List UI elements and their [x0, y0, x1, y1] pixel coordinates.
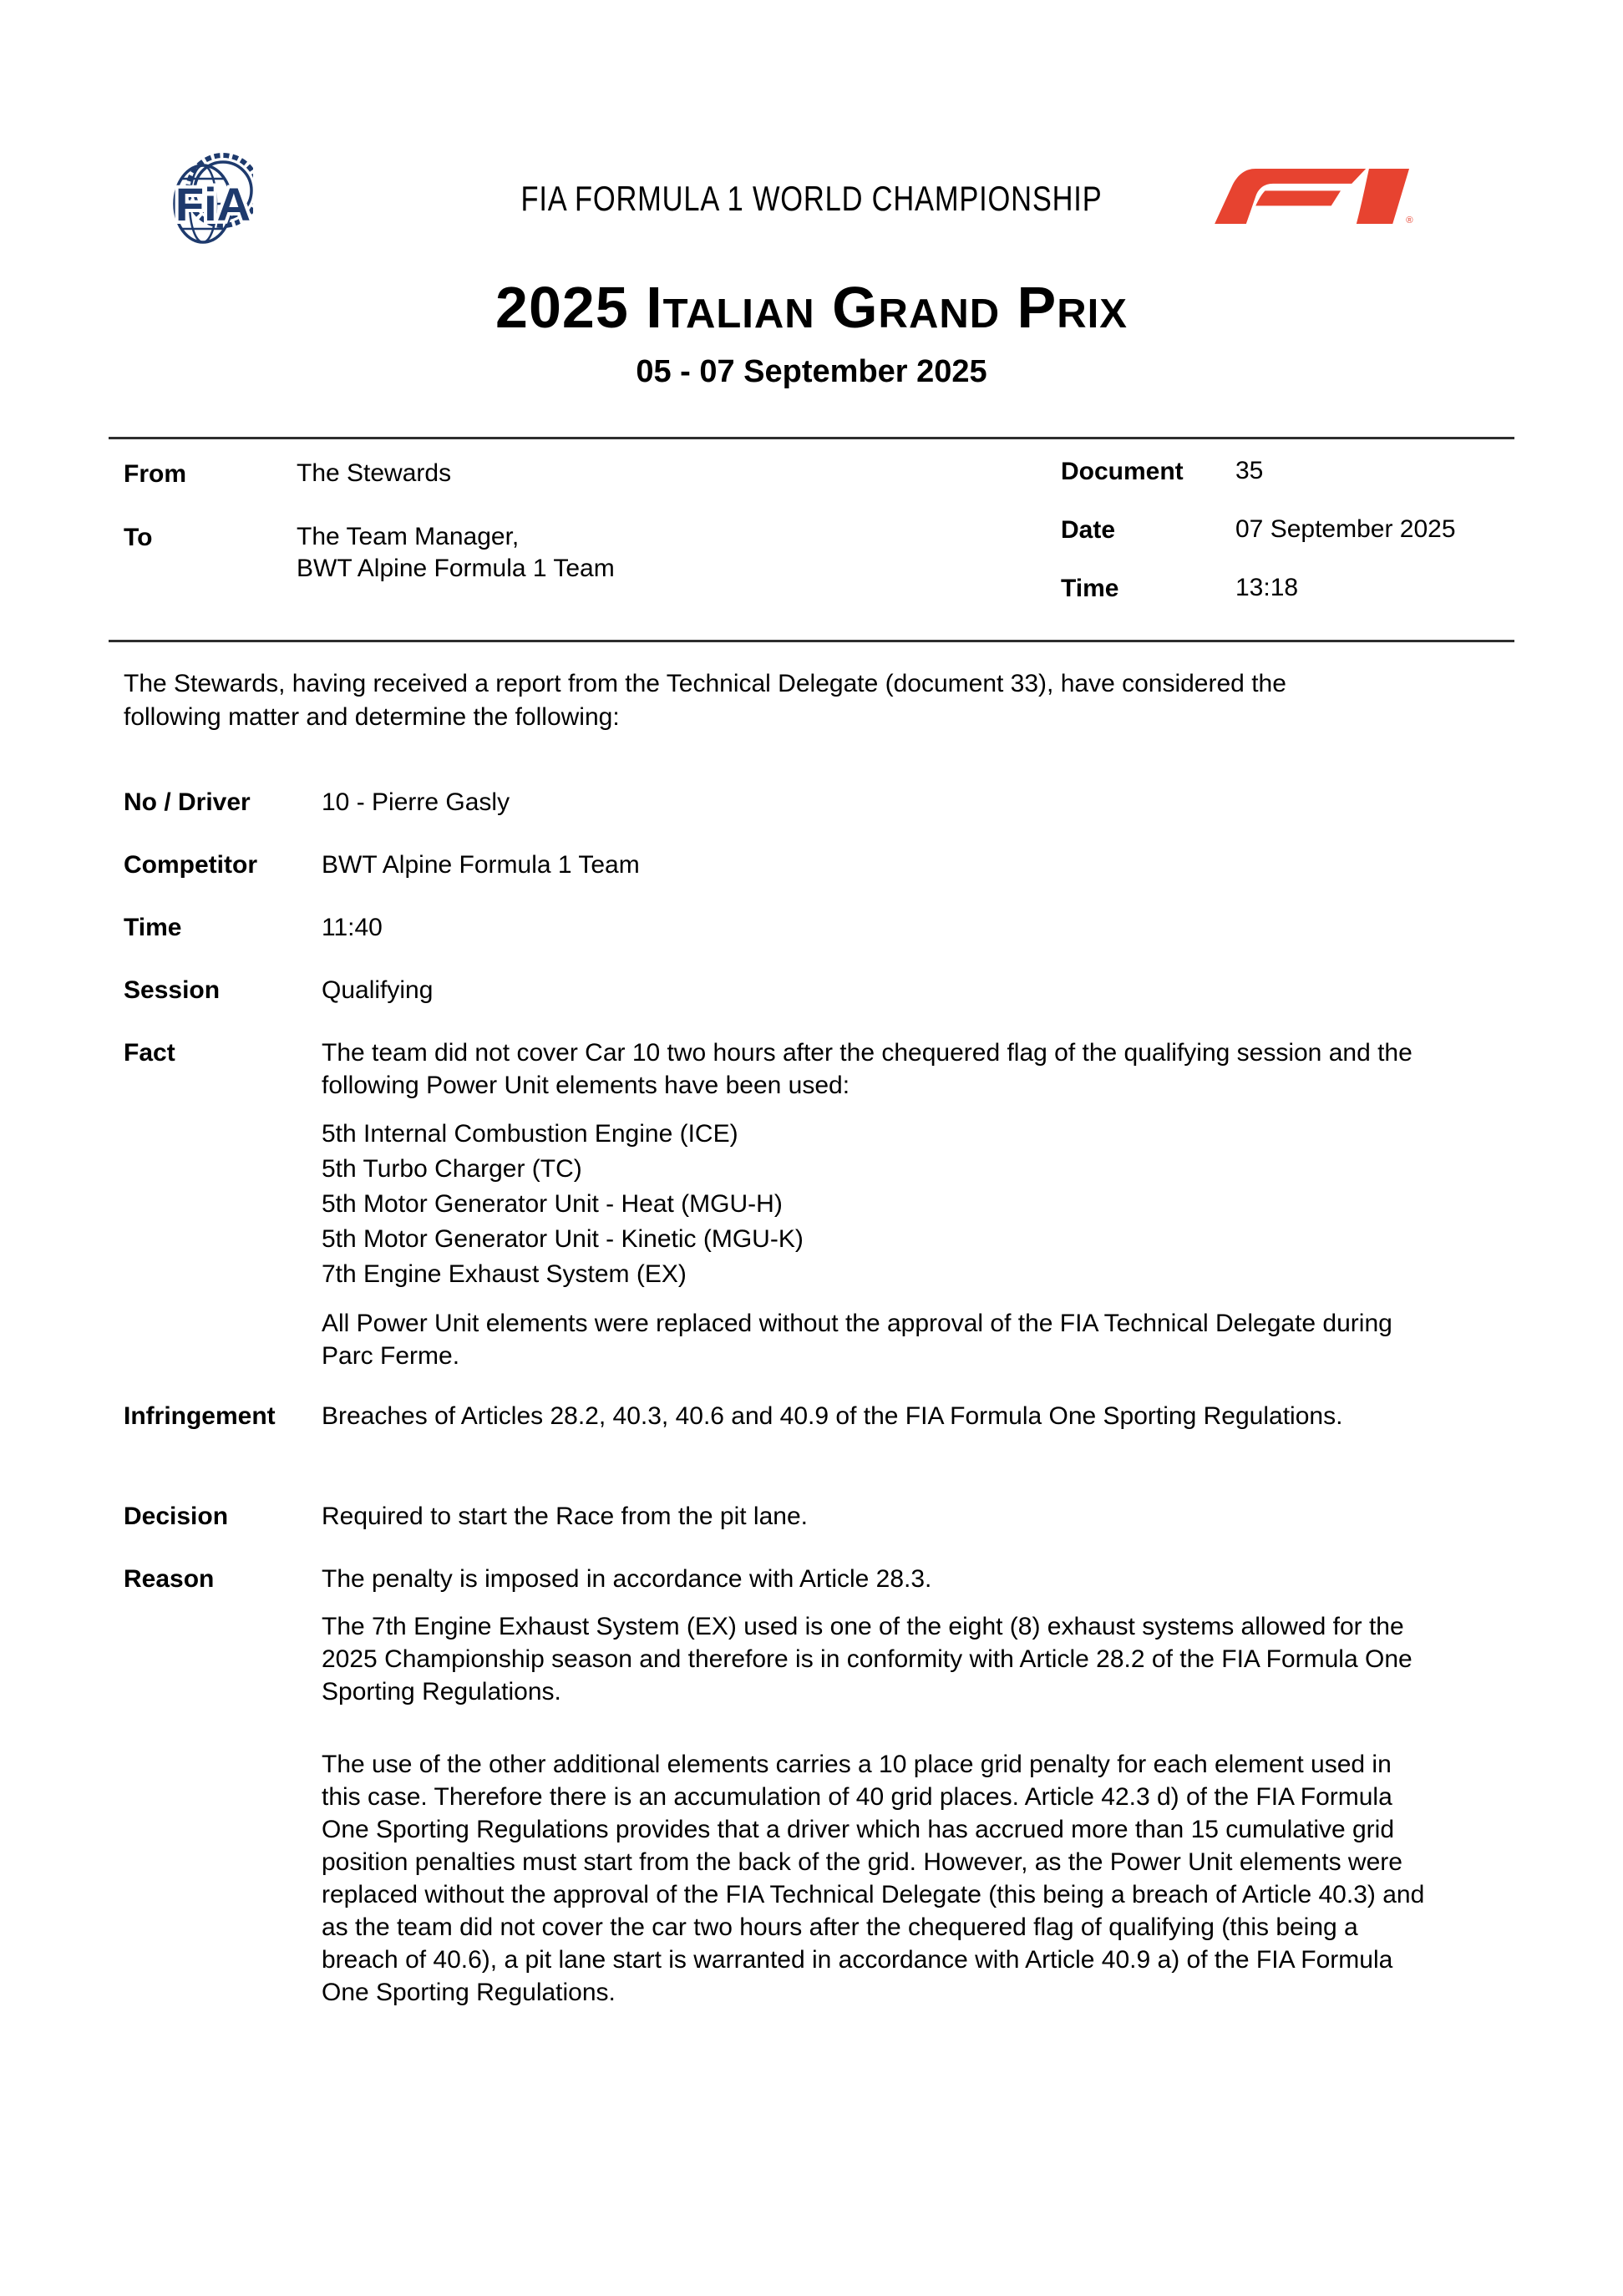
to-label: To	[124, 524, 153, 551]
divider-top	[109, 437, 1514, 439]
reason-paragraph-2: The 7th Engine Exhaust System (EX) used is one of the eight (8) exhaust systems allowed for the 2025 Championship season and therefore is in conformity with Article 28.2 of the FIA Formula One Sporting Regulations.	[322, 1613, 1413, 1706]
time-label: Time	[1061, 575, 1119, 602]
decision-label: Decision	[124, 1503, 229, 1530]
time-value: 13:18	[1235, 574, 1299, 601]
f1-registered-mark: ®	[1406, 215, 1413, 224]
field-row-time	[124, 911, 1516, 944]
reason-value	[322, 1563, 1433, 2009]
fact-item-mgu-h: 5th Motor Generator Unit - Heat (MGU-H)	[322, 1190, 783, 1218]
intro-paragraph: The Stewards, having received a report from the Technical Delegate (document 33), have considered the following matter and determine the following:	[124, 670, 1286, 731]
fact-paragraph-2: All Power Unit elements were replaced without the approval of the FIA Technical Delegate during Parc Ferme.	[322, 1310, 1392, 1370]
session-time-label: Time	[124, 914, 182, 941]
event-dates: 05 - 07 September 2025	[636, 354, 987, 389]
meta-document-row	[1061, 455, 1529, 487]
reason-section	[124, 1563, 1516, 2009]
to-value	[297, 521, 959, 585]
meta-time-row	[1061, 572, 1529, 604]
field-row-session	[124, 974, 1516, 1006]
reason-paragraph-3: The use of the other additional elements carries a 10 place grid penalty for each element used in this case. Therefore there is an accumulation of 40 grid places. Article 42.3 d) of the FIA Formula One Sporting Regulations provides that a driver which has accrued more than 15 cumulative grid position penalties must start from the back of the grid. However, as the Power Unit elements were replaced without the approval of the FIA Technical Delegate (this being a breach of Article 40.3) and as the team did not cover the car two hours after the chequered flag of qualifying (this being a breach of 40.6), a pit lane start is warranted in accordance with Article 40.9 a) of the FIA Formula One Sporting Regulations.	[322, 1751, 1425, 2006]
championship-heading: FIA FORMULA 1 WORLD CHAMPIONSHIP	[520, 179, 1103, 218]
to-value-line2: BWT Alpine Formula 1 Team	[297, 555, 615, 582]
field-row-competitor	[124, 849, 1516, 881]
session-value: Qualifying	[322, 976, 434, 1004]
meta-to-row	[124, 521, 959, 585]
divider-bottom	[109, 640, 1514, 642]
reason-label: Reason	[124, 1565, 215, 1593]
field-row-no-driver	[124, 786, 1516, 819]
fact-pu-elements-list	[322, 1117, 1433, 1292]
no-driver-label: No / Driver	[124, 788, 251, 816]
session-time-value: 11:40	[322, 914, 383, 941]
document-value: 35	[1235, 457, 1264, 484]
f1-logo	[1213, 169, 1413, 224]
reason-paragraph-1: The penalty is imposed in accordance with Article 28.3.	[322, 1565, 932, 1593]
decision-section	[124, 1500, 1516, 1533]
fact-section	[124, 1036, 1516, 1372]
fia-logo-letters: FiA	[175, 178, 251, 231]
competitor-label: Competitor	[124, 851, 257, 879]
fact-item-ex: 7th Engine Exhaust System (EX)	[322, 1260, 687, 1288]
infringement-value: Breaches of Articles 28.2, 40.3, 40.6 and 40.9 of the FIA Formula One Sporting Regulations.	[322, 1402, 1343, 1430]
fact-item-tc: 5th Turbo Charger (TC)	[322, 1155, 582, 1183]
infringement-section	[124, 1400, 1516, 1432]
no-driver-value: 10 - Pierre Gasly	[322, 788, 510, 816]
date-label: Date	[1061, 516, 1116, 544]
decision-value: Required to start the Race from the pit lane.	[322, 1503, 808, 1530]
date-value: 07 September 2025	[1235, 515, 1456, 543]
session-label: Session	[124, 976, 221, 1004]
from-value: The Stewards	[297, 459, 452, 487]
event-title: 2025 Italian Grand Prix	[495, 275, 1128, 340]
fact-paragraph-1: The team did not cover Car 10 two hours after the chequered flag of the qualifying session and the following Power Unit elements have been used:	[322, 1039, 1413, 1099]
competitor-value: BWT Alpine Formula 1 Team	[322, 851, 640, 879]
meta-date-row	[1061, 514, 1529, 545]
fact-item-ice: 5th Internal Combustion Engine (ICE)	[322, 1120, 738, 1148]
fact-value	[322, 1036, 1433, 1372]
meta-from-row	[124, 458, 959, 489]
from-label: From	[124, 460, 186, 488]
document-label: Document	[1061, 458, 1184, 485]
f1-logo-art	[1215, 169, 1413, 224]
fact-item-mgu-k: 5th Motor Generator Unit - Kinetic (MGU-K)	[322, 1225, 804, 1253]
fact-label: Fact	[124, 1039, 175, 1067]
infringement-label: Infringement	[124, 1402, 276, 1430]
to-value-line1: The Team Manager,	[297, 523, 520, 550]
